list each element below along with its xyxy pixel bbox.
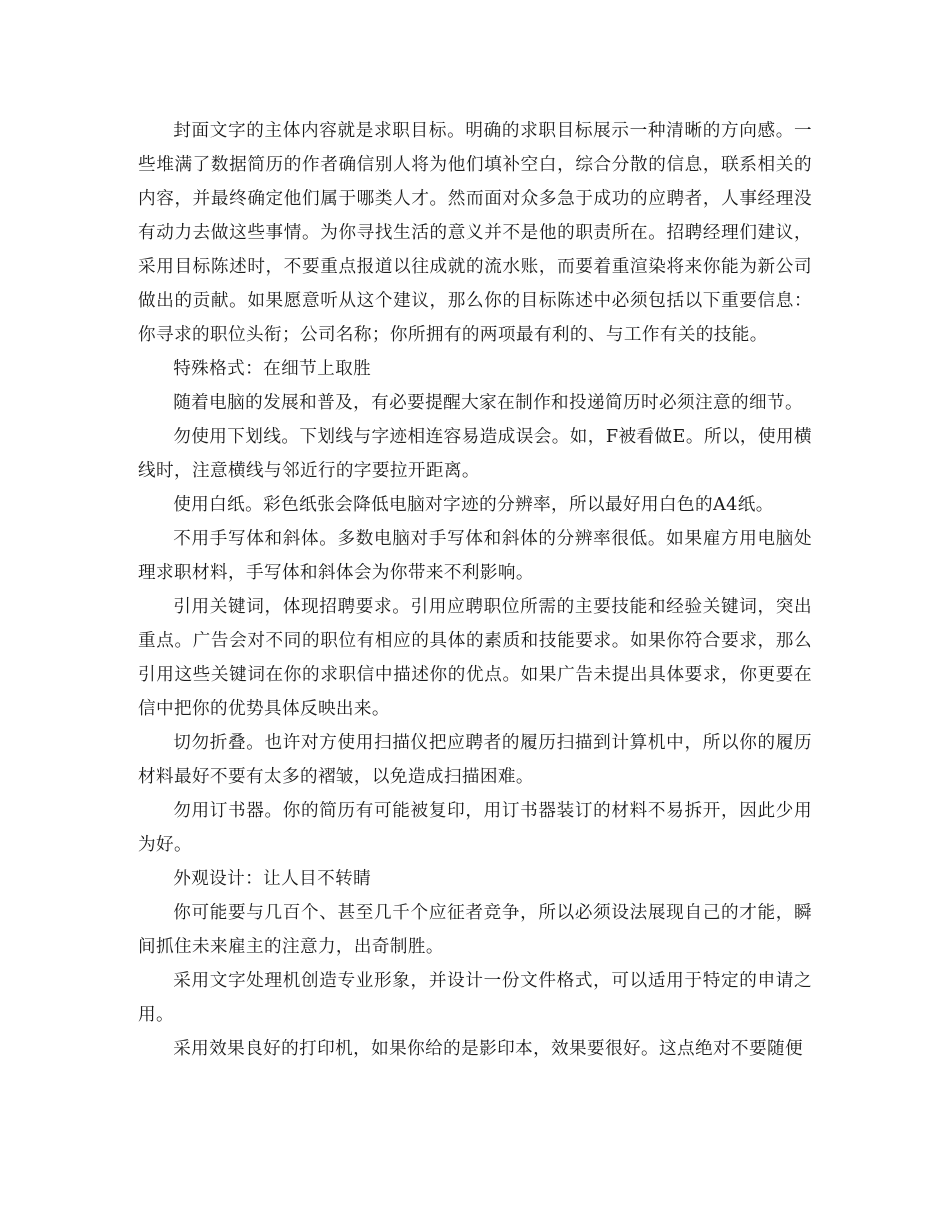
paragraph-word-processor: 采用文字处理机创造专业形象，并设计一份文件格式，可以适用于特定的申请之用。: [138, 971, 812, 1025]
paragraph-printer: 采用效果良好的打印机，如果你给的是影印本，效果要很好。这点绝对不要随便: [173, 1039, 803, 1059]
paragraph-keywords: 引用关键词，体现招聘要求。引用应聘职位所需的主要技能和经验关键词，突出重点。广告会对不同的职位有相应的具体的素质和技能要求。如果你符合要求，那么引用这些关键词在你的求职信中描述你的优点。如果广告未提出具体要求，你更要在信中把你的优势具体反映出来。: [138, 597, 812, 719]
section-heading-visual-design: 外观设计：让人目不转睛: [173, 869, 372, 889]
paragraph-no-handwriting-italic: 不用手写体和斜体。多数电脑对手写体和斜体的分辨率很低。如果雇方用电脑处理求职材料，手写体和斜体会为你带来不利影响。: [138, 529, 812, 583]
paragraph-job-objective: 封面文字的主体内容就是求职目标。明确的求职目标展示一种清晰的方向感。一些堆满了数据简历的作者确信别人将为他们填补空白，综合分散的信息，联系相关的内容，并最终确定他们属于哪类人才。然而面对众多急于成功的应聘者，人事经理没有动力去做这些事情。为你寻找生活的意义并不是他的职责所在。招聘经理们建议，采用目标陈述时，不要重点报道以往成就的流水账，而要着重渲染将来你能为新公司做出的贡献。如果愿意听从这个建议，那么你的目标陈述中必须包括以下重要信息：你寻求的职位头衔；公司名称；你所拥有的两项最有利的、与工作有关的技能。: [138, 121, 812, 345]
paragraph-no-folding: 切勿折叠。也许对方使用扫描仪把应聘者的履历扫描到计算机中，所以你的履历材料最好不要有太多的褶皱，以免造成扫描困难。: [138, 733, 812, 787]
paragraph-no-underline: 勿使用下划线。下划线与字迹相连容易造成误会。如，F被看做E。所以，使用横线时，注意横线与邻近行的字要拉开距离。: [138, 427, 812, 481]
paragraph-no-stapler: 勿用订书器。你的简历有可能被复印，用订书器装订的材料不易拆开，因此少用为好。: [138, 801, 812, 855]
paragraph-competition: 你可能要与几百个、甚至几千个应征者竞争，所以必须设法展现自己的才能，瞬间抓住未来雇主的注意力，出奇制胜。: [138, 903, 812, 957]
paragraph-details-intro: 随着电脑的发展和普及，有必要提醒大家在制作和投递简历时必须注意的细节。: [173, 393, 803, 413]
document-page: [138, 114, 812, 1066]
paragraph-white-paper: 使用白纸。彩色纸张会降低电脑对字迹的分辨率，所以最好用白色的A4纸。: [173, 495, 774, 515]
section-heading-special-format: 特殊格式：在细节上取胜: [173, 359, 372, 379]
